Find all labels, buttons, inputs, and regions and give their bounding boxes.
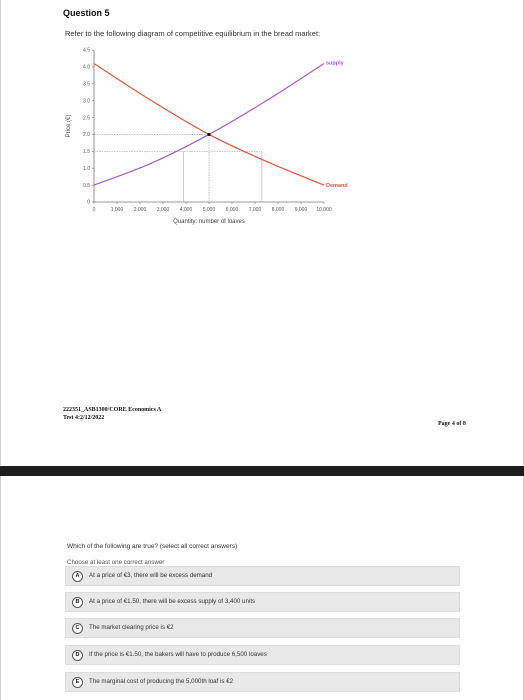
demand-label: Demand (326, 183, 348, 190)
option-d[interactable] (65, 645, 460, 665)
x-tick-label: 7,000 (248, 207, 262, 213)
y-tick-label: 4.5 (83, 47, 90, 54)
answer-hint: Choose at least one correct answer (67, 559, 165, 566)
x-tick-label: 2,000 (133, 207, 147, 213)
option-d-marker[interactable]: D (72, 650, 83, 661)
y-axis-title: Price (€) (66, 114, 72, 138)
option-b-marker[interactable]: B (72, 597, 83, 608)
page-number: Page 4 of 8 (438, 421, 466, 427)
option-a-text: At a price of €3, there will be excess demand (89, 572, 213, 579)
y-tick-label: 3.0 (83, 98, 90, 105)
answer-instruction: Which of the following are true? (select all correct answers) (67, 543, 238, 550)
y-tick-label: 4.0 (83, 64, 90, 71)
option-e-text: The marginal cost of producing the 5,000th loaf is €2 (89, 678, 234, 685)
x-axis-title: Quantity: number of loaves (173, 219, 245, 225)
x-tick-label: 8,000 (271, 207, 285, 213)
x-tick-label: 10,000 (316, 207, 332, 213)
y-tick-label: 1.0 (83, 165, 90, 172)
footer-course: 222351_ASB1300/CORE Economics A (63, 407, 162, 413)
answer-page (0, 476, 524, 700)
y-tick-label: 0 (87, 199, 90, 206)
y-tick-label: 3.5 (83, 81, 90, 88)
question-title: Question 5 (63, 8, 110, 18)
footer-course-info (63, 406, 161, 422)
question-prompt: Refer to the following diagram of competitive equilibrium in the bread market: (65, 29, 321, 38)
option-d-text: If the price is €1.50, the bakers will have to produce 6,500 loaves (89, 651, 267, 658)
x-tick-label: 1,000 (110, 207, 124, 213)
y-tick-label: 0.5 (83, 182, 90, 189)
x-tick-label: 0 (92, 207, 96, 213)
x-tick-label: 4,000 (179, 207, 193, 213)
option-a-marker[interactable]: A (72, 571, 83, 582)
option-b[interactable] (65, 592, 460, 612)
option-e[interactable] (65, 672, 460, 692)
equilibrium-point (207, 133, 210, 136)
x-tick-label: 3,000 (156, 207, 170, 213)
demand-curve (94, 64, 324, 186)
y-tick-label: 2.0 (83, 132, 90, 139)
option-c[interactable] (65, 618, 460, 638)
y-tick-label: 1.5 (83, 149, 90, 156)
supply-curve (94, 64, 324, 186)
x-tick-label: 5,000 (202, 207, 216, 213)
option-a[interactable] (65, 566, 460, 586)
option-e-marker[interactable]: E (72, 677, 83, 688)
y-tick-label: 2.5 (83, 115, 90, 122)
footer-test: Test 4:2/12/2022 (63, 415, 105, 421)
option-c-marker[interactable]: C (72, 623, 83, 634)
option-b-text: At a price of €1.50, there will be excess supply of 3,400 units (89, 598, 256, 605)
x-tick-label: 6,000 (225, 207, 239, 213)
x-tick-label: 9,000 (294, 207, 308, 213)
supply-demand-chart (56, 42, 366, 232)
page-divider (0, 466, 524, 476)
supply-label: supply (326, 60, 344, 67)
option-c-text: The market clearing price is €2 (89, 624, 174, 631)
